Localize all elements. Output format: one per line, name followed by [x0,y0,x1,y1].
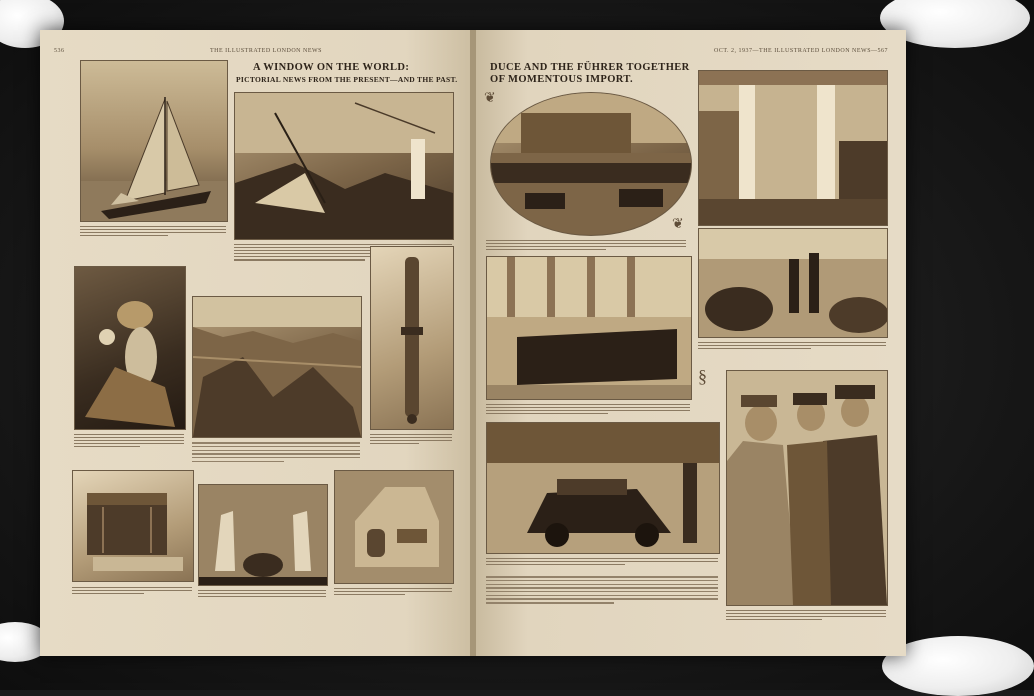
temple-colonnade-photo [698,70,888,226]
antique-chest-photo [72,470,194,582]
scroll-ornament: § [698,366,707,386]
right-running-head: OCT. 2, 1937—THE ILLUSTRATED LONDON NEWS—567 [714,48,889,54]
right-headline-line-1: DUCE AND THE FÜHRER TOGETHER [490,62,690,73]
yacht-photo [80,60,228,222]
motorcade-caption [486,556,718,567]
yacht-caption [80,224,226,238]
parade-march-photo [486,256,692,400]
right-headline-line-2: OF MOMENTOUS IMPORT. [490,74,634,85]
bronze-cannon-photo [370,246,454,430]
right-page [476,30,906,656]
magazine-spread [40,30,906,656]
krupp-caption [486,238,686,252]
parade-caption [486,402,690,416]
scroll-ornament: ❦ [672,217,684,232]
portrait-reliquary-photo [74,266,186,430]
reliquary-hands-photo [198,484,328,586]
left-running-head: THE ILLUSTRATED LONDON NEWS [210,48,322,54]
ship-wreckage-photo [234,92,454,240]
house-shaped-reliquary-photo [334,470,454,584]
chest-caption [72,585,192,596]
wreath-ceremony-photo [698,228,888,338]
left-subheadline: PICTORIAL NEWS FROM THE PRESENT—AND THE PAST. [236,75,458,84]
cannon-caption [370,432,452,446]
hands-caption [198,588,326,599]
left-page [40,30,470,656]
house-caption [334,586,452,597]
right-article-text [486,574,718,606]
canyon-article-text [192,440,360,464]
wreath-caption [698,340,886,351]
oval-krupp-works-photo [490,92,692,236]
leaders-caption [726,608,886,622]
left-headline: A WINDOW ON THE WORLD: [253,62,410,73]
left-page-number: 536 [54,48,65,54]
scroll-ornament: ❦ [484,91,496,106]
motorcade-car-photo [486,422,720,554]
leaders-meeting-photo [726,370,888,606]
portrait-caption [74,432,184,449]
grand-canyon-photo [192,296,362,438]
